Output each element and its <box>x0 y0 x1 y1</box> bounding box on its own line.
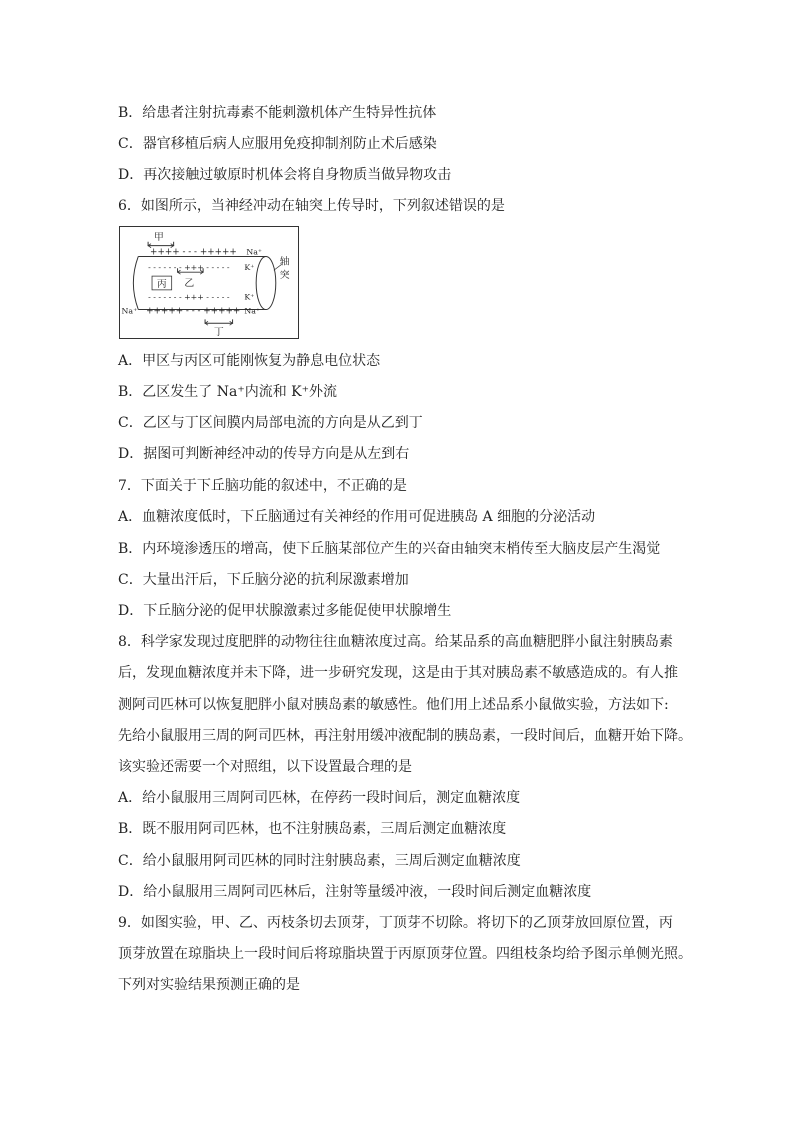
q6-option-d: D．据图可判断神经冲动的传导方向是从左到右 <box>118 446 410 462</box>
q6-option-c: C．乙区与丁区间膜内局部电流的方向是从乙到丁 <box>118 415 423 431</box>
q8-option-b: B．既不服用阿司匹林，也不注射胰岛素，三周后测定血糖浓度 <box>118 821 507 837</box>
question-8-stem-line-2: 后，发现血糖浓度并未下降，进一步研究发现，这是由于其对胰岛素不敏感造成的。有人推 <box>118 665 678 681</box>
q7-option-b: B．内环境渗透压的增高，使下丘脑某部位产生的兴奋由轴突末梢传至大脑皮层产生渴觉 <box>118 541 661 557</box>
charge-row-inner-bottom: - - - - - - - +++ - - - - - <box>148 292 230 302</box>
q6-option-a: A．甲区与丙区可能刚恢复为静息电位状态 <box>118 353 381 369</box>
k-label-upper: K⁺ <box>244 263 255 273</box>
question-8-stem-line-4: 先给小鼠服用三周的阿司匹林，再注射用缓冲液配制的胰岛素，一段时间后，血糖开始下降。 <box>118 728 692 744</box>
na-label-top: Na⁺ <box>246 247 263 257</box>
charge-row-outer-top: ++++ - - - +++++ <box>150 247 237 258</box>
axon-label-2: 突 <box>279 270 290 282</box>
question-8-stem-line-3: 测阿司匹林可以恢复肥胖小鼠对胰岛素的敏感性。他们用上述品系小鼠做实验，方法如下: <box>118 697 669 713</box>
question-6-stem: 6．如图所示，当神经冲动在轴突上传导时，下列叙述错误的是 <box>118 198 505 214</box>
figure-label-bing: 丙 <box>156 278 167 290</box>
charge-row-outer-bottom: +++++ - - - +++++ <box>146 306 241 317</box>
k-label-lower: K⁺ <box>244 292 255 302</box>
question-7-stem: 7．下面关于下丘脑功能的叙述中，不正确的是 <box>118 478 407 494</box>
option-b-antitoxin: B．给患者注射抗毒素不能刺激机体产生特异性抗体 <box>118 105 437 121</box>
option-c-immunosuppressant: C．器官移植后病人应服用免疫抑制剂防止术后感染 <box>118 136 437 152</box>
q8-option-a: A．给小鼠服用三周阿司匹林，在停药一段时间后，测定血糖浓度 <box>118 790 521 806</box>
q8-option-c: C．给小鼠服用阿司匹林的同时注射胰岛素，三周后测定血糖浓度 <box>118 853 521 869</box>
question-9-stem-line-1: 9．如图实验，甲、乙、丙枝条切去顶芽，丁顶芽不切除。将切下的乙顶芽放回原位置，丙 <box>118 915 673 931</box>
figure-label-jia: 甲 <box>153 231 164 243</box>
q7-option-c: C．大量出汗后，下丘脑分泌的抗利尿激素增加 <box>118 572 409 588</box>
q7-option-a: A．血糖浓度低时，下丘脑通过有关神经的作用可促进胰岛 A 细胞的分泌活动 <box>118 509 596 525</box>
figure-label-ding: 丁 <box>213 327 224 338</box>
na-label-bottom: Na⁺ <box>244 306 261 316</box>
figure-label-yi: 乙 <box>184 277 195 289</box>
question-9-stem-line-3: 下列对实验结果预测正确的是 <box>118 977 300 993</box>
axon-figure <box>119 226 299 339</box>
q6-option-b: B．乙区发生了 Na⁺内流和 K⁺外流 <box>118 384 338 400</box>
option-d-allergen: D．再次接触过敏原时机体会将自身物质当做异物攻击 <box>118 167 452 183</box>
na-label-left: Na⁺ <box>121 306 138 316</box>
charge-row-inner-top: - - - - - - - +++ - - - - - <box>148 263 230 273</box>
question-8-stem-line-1: 8．科学家发现过度肥胖的动物往往血糖浓度过高。给某品系的高血糖肥胖小鼠注射胰岛素 <box>118 634 673 650</box>
question-8-stem-line-5: 该实验还需要一个对照组，以下设置最合理的是 <box>118 759 412 775</box>
axon-label-1: 轴 <box>279 256 290 268</box>
q8-option-d: D．给小鼠服用三周阿司匹林后，注射等量缓冲液，一段时间后测定血糖浓度 <box>118 884 592 900</box>
q7-option-d: D．下丘脑分泌的促甲状腺激素过多能促使甲状腺增生 <box>118 603 452 619</box>
question-9-stem-line-2: 顶芽放置在琼脂块上一段时间后将琼脂块置于丙原顶芽位置。四组枝条均给予图示单侧光照。 <box>118 946 692 962</box>
